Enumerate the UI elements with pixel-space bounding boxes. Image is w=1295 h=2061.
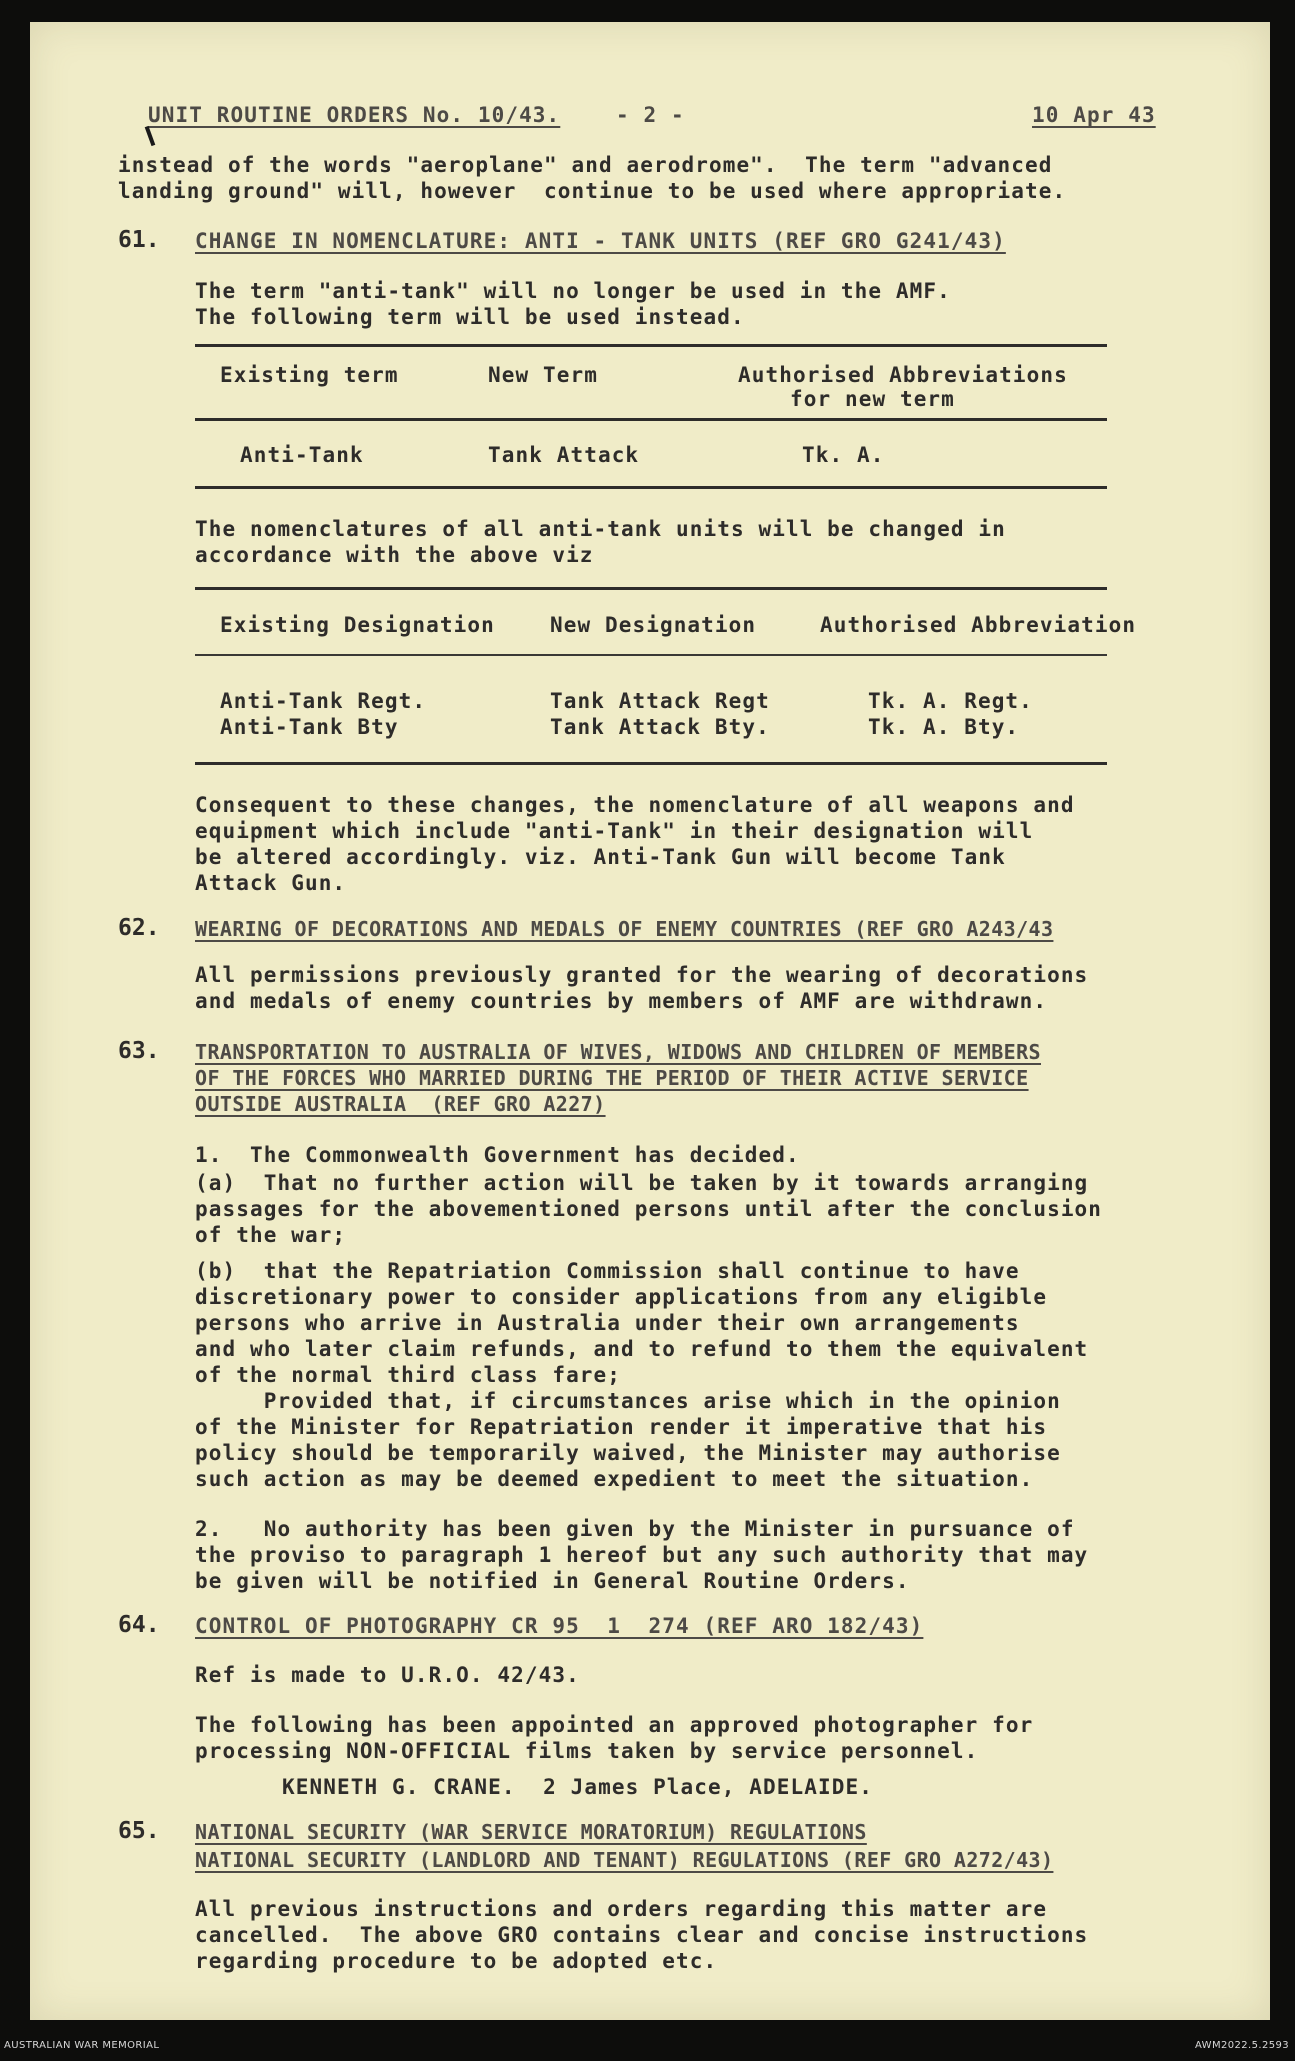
table-cell: Tk. A. Regt.: [868, 689, 1033, 713]
paragraph-line: Provided that, if circumstances arise which in the opinion: [195, 1389, 1061, 1413]
table-rule: [195, 762, 1107, 765]
paragraph-line: The nomenclatures of all anti-tank units will be changed in: [195, 517, 1006, 541]
table-cell: Tk. A.: [802, 443, 885, 467]
paragraph-line: be given will be notified in General Routine Orders.: [195, 1569, 910, 1593]
paragraph-line: (b) that the Repatriation Commission shall continue to have: [195, 1259, 1020, 1283]
footer-reference: AWM2022.5.2593: [1194, 2040, 1289, 2051]
paragraph-line: and medals of enemy countries by members of AMF are withdrawn.: [195, 989, 1048, 1013]
paragraph-line: 1. The Commonwealth Government has decided.: [195, 1143, 800, 1167]
paragraph-line: passages for the abovementioned persons until after the conclusion: [195, 1197, 1103, 1221]
item-heading: OUTSIDE AUSTRALIA (REF GRO A227): [195, 1092, 606, 1116]
item-heading: TRANSPORTATION TO AUSTRALIA OF WIVES, WIDOWS AND CHILDREN OF MEMBERS: [195, 1040, 1041, 1064]
document-page: [30, 22, 1270, 2020]
item-number: 65.: [118, 1818, 160, 1844]
paragraph-line: persons who arrive in Australia under their own arrangements: [195, 1311, 1020, 1335]
table-header-cell: Existing term: [220, 363, 399, 387]
page-number: - 2 -: [616, 103, 685, 127]
table-rule: [195, 486, 1107, 489]
paragraph-line: the proviso to paragraph 1 hereof but any such authority that may: [195, 1543, 1089, 1567]
paragraph-line: such action as may be deemed expedient to meet the situation.: [195, 1467, 1034, 1491]
ink-mark: [145, 126, 156, 146]
item-heading: NATIONAL SECURITY (LANDLORD AND TENANT) REGULATIONS (REF GRO A272/43): [195, 1848, 1054, 1872]
intro-line: landing ground" will, however continue to be used where appropriate.: [118, 179, 1067, 203]
paragraph-line: All previous instructions and orders regarding this matter are: [195, 1897, 1048, 1921]
table-header-cell: New Term: [488, 363, 598, 387]
table-cell: Anti-Tank: [240, 443, 364, 467]
paragraph-line: be altered accordingly. viz. Anti-Tank Gun will become Tank: [195, 845, 1006, 869]
item-number: 62.: [118, 915, 160, 941]
paragraph-line: accordance with the above viz: [195, 543, 594, 567]
paragraph-line: of the war;: [195, 1223, 347, 1247]
paragraph-line: Consequent to these changes, the nomenclature of all weapons and: [195, 793, 1075, 817]
paragraph-line: The following term will be used instead.: [195, 305, 745, 329]
table-header-cell: Authorised Abbreviation: [820, 613, 1137, 637]
table-cell: Tk. A. Bty.: [868, 715, 1020, 739]
item-number: 61.: [118, 227, 160, 253]
table-cell: Anti-Tank Bty: [220, 715, 399, 739]
document-title: UNIT ROUTINE ORDERS No. 10/43.: [148, 103, 561, 127]
footer-credit: AUSTRALIAN WAR MEMORIAL: [4, 2040, 160, 2051]
paragraph-line: processing NON-OFFICIAL films taken by service personnel.: [195, 1739, 979, 1763]
item-heading: OF THE FORCES WHO MARRIED DURING THE PERIOD OF THEIR ACTIVE SERVICE: [195, 1066, 1029, 1090]
table-cell: Tank Attack Regt: [550, 689, 770, 713]
intro-line: instead of the words "aeroplane" and aerodrome". The term "advanced: [118, 153, 1053, 177]
table-header-cell: Authorised Abbreviations: [738, 363, 1068, 387]
paragraph-line: 2. No authority has been given by the Minister in pursuance of: [195, 1517, 1075, 1541]
table-header-cell: New Designation: [550, 613, 757, 637]
paragraph-line: The following has been appointed an approved photographer for: [195, 1713, 1034, 1737]
table-rule: [195, 654, 1107, 656]
table-cell: Tank Attack Bty.: [550, 715, 770, 739]
paragraph-line: (a) That no further action will be taken by it towards arranging: [195, 1171, 1089, 1195]
paragraph-line: All permissions previously granted for the wearing of decorations: [195, 963, 1089, 987]
paragraph-line: The term "anti-tank" will no longer be used in the AMF.: [195, 279, 951, 303]
paragraph-line: cancelled. The above GRO contains clear and concise instructions: [195, 1923, 1089, 1947]
table-rule: [195, 344, 1107, 347]
paragraph-line: equipment which include "anti-Tank" in their designation will: [195, 819, 1034, 843]
table-cell: Anti-Tank Regt.: [220, 689, 427, 713]
item-heading: CHANGE IN NOMENCLATURE: ANTI - TANK UNITS (REF GRO G241/43): [195, 229, 1006, 253]
paragraph-line: of the normal third class fare;: [195, 1363, 622, 1387]
paragraph-line: Ref is made to U.R.O. 42/43.: [195, 1663, 580, 1687]
paragraph-line: and who later claim refunds, and to refund to them the equivalent: [195, 1337, 1089, 1361]
table-header-cell: for new term: [790, 387, 955, 411]
table-rule: [195, 587, 1107, 590]
item-number: 64.: [118, 1612, 160, 1638]
paragraph-line: regarding procedure to be adopted etc.: [195, 1949, 718, 1973]
paragraph-line: discretionary power to consider applications from any eligible: [195, 1285, 1048, 1309]
table-cell: Tank Attack: [488, 443, 640, 467]
paragraph-line: of the Minister for Repatriation render it imperative that his: [195, 1415, 1048, 1439]
document-date: 10 Apr 43: [1032, 103, 1156, 127]
item-number: 63.: [118, 1038, 160, 1064]
paragraph-line: Attack Gun.: [195, 871, 347, 895]
photographer-name: KENNETH G. CRANE. 2 James Place, ADELAIDE.: [282, 1775, 873, 1799]
table-rule: [195, 418, 1107, 421]
paragraph-line: policy should be temporarily waived, the Minister may authorise: [195, 1441, 1061, 1465]
item-heading: CONTROL OF PHOTOGRAPHY CR 95 1 274 (REF ARO 182/43): [195, 1614, 924, 1638]
table-header-cell: Existing Designation: [220, 613, 495, 637]
item-heading: NATIONAL SECURITY (WAR SERVICE MORATORIUM) REGULATIONS: [195, 1820, 867, 1844]
item-heading: WEARING OF DECORATIONS AND MEDALS OF ENEMY COUNTRIES (REF GRO A243/43: [195, 917, 1054, 941]
